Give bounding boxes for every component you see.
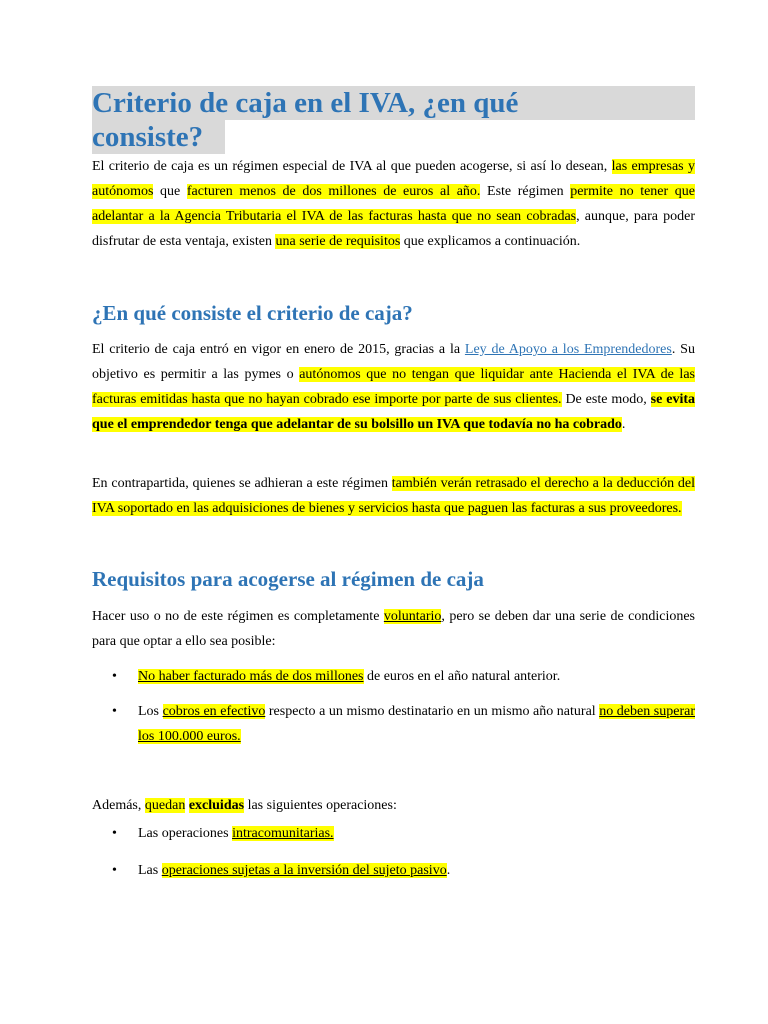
bullet-icon: • [112, 704, 117, 719]
bullet-icon: • [112, 863, 117, 878]
s2p1-highlight-1: voluntario [383, 609, 442, 624]
list-item-text [138, 664, 695, 689]
intro-highlight-1: las empresas y autónomos [92, 159, 695, 199]
list-item-text [138, 858, 695, 883]
ley-apoyo-link[interactable]: Ley de Apoyo a los Emprendedores [464, 342, 672, 357]
intro-highlight-2: facturen menos de dos millones de euros al año. [186, 184, 481, 199]
intro-text-3: Este régimen [480, 184, 571, 199]
s2p2-bold-highlight: excluidas [188, 798, 245, 813]
title-line-2: consiste? [92, 120, 225, 154]
s1p2-text-1: En contrapartida, quienes se adhieran a este régimen [92, 476, 392, 491]
bullet-icon: • [112, 826, 117, 841]
s2p2-highlight-1: quedan [144, 798, 186, 813]
bullet3-text-0: Las operaciones [138, 826, 233, 841]
intro-highlight-4: una serie de requisitos [275, 234, 401, 249]
bullet4-text-1: . [446, 863, 451, 878]
section2-paragraph-2 [92, 793, 695, 818]
bullet-icon: • [112, 669, 117, 684]
intro-paragraph [92, 154, 695, 254]
bullet1-highlight: No haber facturado más de dos millones [138, 669, 364, 684]
s1p1-bold-highlight: se evita que el emprendedor tenga que adelantar de su bolsillo un IVA que todavía no ha cobrado [92, 392, 696, 432]
intro-text-5: que explicamos a continuación. [400, 234, 581, 249]
bullet3-highlight: intracomunitarias. [232, 826, 334, 841]
s1p1-highlight-1: autónomos que no tengan que liquidar ante Hacienda el IVA de las facturas emitidas hasta que no hayan cobrado ese importe por parte de sus clientes. [92, 367, 695, 407]
s1p1-text-3: De este modo, [561, 392, 651, 407]
list-item-text [138, 699, 695, 749]
bullet2-highlight-2: no deben superar los 100.000 euros. [138, 704, 695, 744]
list-item-text [138, 821, 695, 846]
intro-text-2: que [153, 184, 187, 199]
section1-paragraph-2 [92, 471, 695, 521]
bullet2-highlight-1: cobros en efectivo [162, 704, 266, 719]
s1p1-text-2: . Su objetivo es permitir a las pymes o [92, 342, 695, 382]
section2-paragraph-1 [92, 604, 695, 654]
bullet2-text-1: respecto a un mismo destinatario en un mismo año natural [265, 704, 600, 719]
title-line-1: Criterio de caja en el IVA, ¿en qué [92, 86, 695, 120]
s2p1-text-1: Hacer uso o no de este régimen es completamente [92, 609, 384, 624]
document-page [92, 86, 696, 878]
section-heading-requisitos: Requisitos para acogerse al régimen de caja [92, 567, 484, 591]
s1p1-text-1: El criterio de caja entró en vigor en enero de 2015, gracias a la [92, 342, 465, 357]
intro-text-1: El criterio de caja es un régimen especial de IVA al que pueden acogerse, si así lo desean, [92, 159, 612, 174]
bullet2-text-0: Los [138, 704, 163, 719]
intro-highlight-3: permite no tener que adelantar a la Agencia Tributaria el IVA de las facturas hasta que no sean cobradas [92, 184, 695, 224]
intro-text-4: , aunque, para poder disfrutar de esta ventaja, existen [92, 209, 695, 249]
section1-paragraph-1 [92, 337, 695, 437]
section-heading-criterio: ¿En qué consiste el criterio de caja? [92, 301, 413, 325]
bullet4-text-0: Las [138, 863, 162, 878]
s2p1-text-2: , pero se deben dar una serie de condiciones para que optar a ello sea posible: [92, 609, 695, 649]
s2p2-text-1: Además, [92, 798, 145, 813]
s1p2-highlight-1: también verán retrasado el derecho a la deducción del IVA soportado en las adquisiciones de bienes y servicios hasta que paguen las facturas a sus proveedores. [92, 476, 695, 516]
bullet4-highlight: operaciones sujetas a la inversión del sujeto pasivo [161, 863, 447, 878]
s2p2-text-3: las siguientes operaciones: [244, 798, 397, 813]
s1p1-text-4: . [621, 417, 626, 432]
page-title [92, 86, 695, 154]
bullet1-text: de euros en el año natural anterior. [363, 669, 561, 684]
